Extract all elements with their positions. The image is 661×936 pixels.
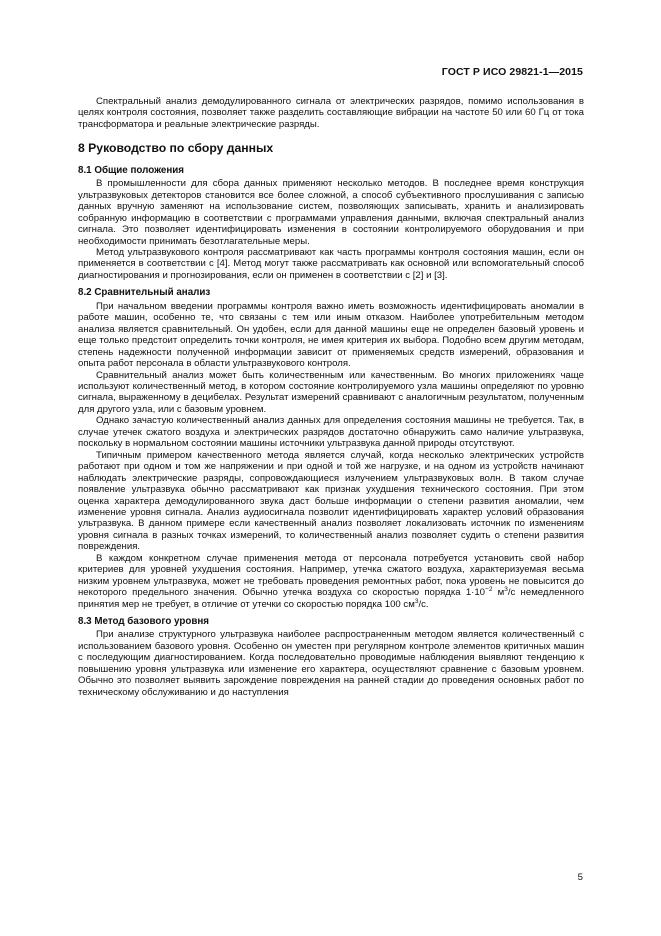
exponent: −2 [485, 585, 493, 593]
section-8-3-title: 8.3 Метод базового уровня [78, 616, 209, 628]
paragraph: Однако зачастую количественный анализ данных для определения состояния машины не требуется. Так, в случае утечек сжатого воздуха и электрических разрядов достаточно обнаружить само наличие ультразвука, поскольку в нормальном состоянии машины источники ультразвука данной природы отсутствуют. [78, 415, 584, 450]
document-header: ГОСТ Р ИСО 29821-1—2015 [441, 66, 583, 78]
paragraph: При анализе структурного ультразвука наиболее распространенным методом является количественный с использованием базового уровня. Особенно он уместен при регулярном контроле элементов критичных машин с последующим диагностированием. Когда последовательно проводимые наблюдения выявляют тенденцию к повышению уровня ультразвука или изменение его характера, осуществляют сравнение с базовым уровнем. Обычно это позволяет выявить зарождение повреждения на ранней стадии до проведения основных работ по техническому обслуживанию и до наступления [78, 629, 584, 698]
exponent: 3 [504, 585, 508, 593]
page-number: 5 [577, 872, 583, 883]
paragraph: В промышленности для сбора данных применяют несколько методов. В последнее время конструкция ультразвуковых детекторов становится все более сложной, а способ субъективного прослушивания с записью данных вручную заменяют на использование систем, позволяющих записывать, хранить и анализировать собранную информацию в соответствии с программами управления данными, включая спектральный анализ сигнала. Это позволяет идентифицировать изменения в состоянии контролируемого оборудования и при необходимости принимать безотлагательные меры. [78, 178, 584, 247]
text-run: м [492, 587, 505, 599]
exponent: 3 [414, 597, 419, 605]
paragraph: При начальном введении программы контроля важно иметь возможность идентифицировать аномалии в работе машин, особенно те, что связаны с тем или иным отказом. Наиболее употребительным методом анализа является сравнительный. Он удобен, если для данной машины еще не определен базовый уровень и еще только предстоит определить точки контроля, не имея критерия их выбора. Подобно всем другим методам, степень надежности полученной информации зависит от применяемых средств измерений, образования и опыта работ персонала в области ультразвукового контроля. [78, 300, 584, 370]
text-run: В каждом конкретном случае применения метода от персонала потребуется установить свой набор критериев для уровней ухудшения состояния. Например, утечка сжатого воздуха, характеризуемая весьма низким уровнем ультразвука, может не требовать проведения ремонтных работ, пока уровень не повысится до некоторого предельного значения. Обычно утечка воздуха со скоростью порядка 1·10 [78, 552, 584, 599]
text-run: /с. [418, 598, 429, 610]
section-8-2-title: 8.2 Сравнительный анализ [78, 287, 211, 299]
intro-paragraph: Спектральный анализ демодулированного сигнала от электрических разрядов, помимо использования в целях контроля состояния, позволяет также разделить составляющие вибрации на частоте 50 или 60 Гц от тока трансформатора и реальные электрические разряды. [78, 96, 584, 130]
section-8-1-title: 8.1 Общие положения [78, 164, 185, 176]
paragraph: Типичным примером качественного метода является случай, когда несколько электрических устройств работают при одном и том же напряжении и при одной и той же нагрузке, и на одном из устройств начинают наблюдать электрические разряды, сопровождающиеся излучением ультразвуковых волн. В таком случае появление ультразвука обычно рассматривают как признак ухудшения технического состояния. При этом оценка характера демодулированного звука даст больше информации о степени развития аномалии, чем изменение уровня сигнала. Анализ аудиосигнала позволит идентифицировать характер условий образования ультразвука. В данном примере если качественный анализ позволяет локализовать источник по изменениям уровня сигнала в разных точках измерений, то количественный анализ позволяет судить о степени развития повреждения. [78, 449, 584, 553]
section-8-title: 8 Руководство по сбору данных [78, 141, 274, 156]
paragraph: Метод ультразвукового контроля рассматривают как часть программы контроля состояния машин, если он применяется в соответствии с [4]. Метод могут также рассматривать как основной или вспомогательный способ диагностирования и прогнозирования, если он применен в соответствии с [2] и [3]. [78, 246, 584, 281]
page-content [78, 96, 584, 698]
paragraph-with-units [78, 553, 584, 610]
text-run: /с немедленного принятия мер не требует, в отличие от утечки со скоростью порядка 100 см [78, 587, 585, 610]
paragraph: Сравнительный анализ может быть количественным или качественным. Во многих приложениях чаще используют количественный метод, в котором состояние контролируемого узла машины определяют по уровню сигнала, выраженному в децибелах. Результат измерений сравнивают с аналогичным результатом, полученным для другого узла, или с базовым уровнем. [78, 369, 584, 415]
